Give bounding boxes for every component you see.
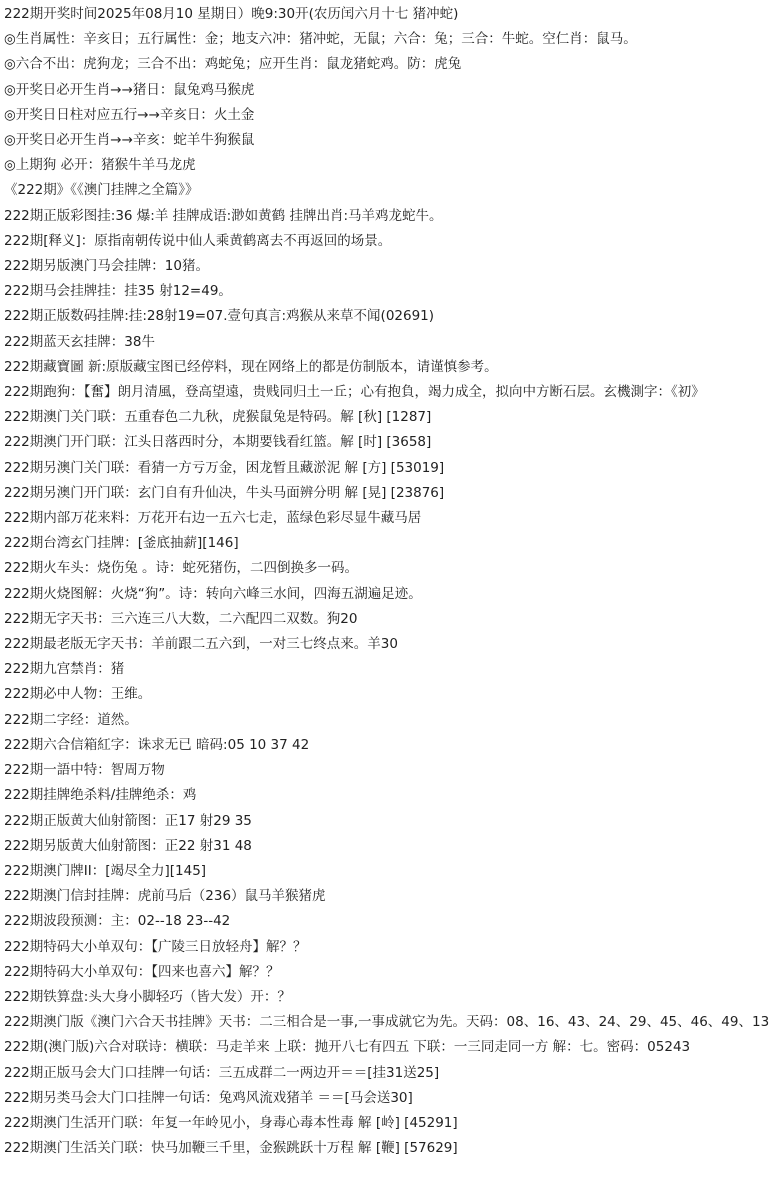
size-odd-even-line-1: 222期特码大小单双句：【广陵三日放轻舟】解？？: [4, 938, 307, 955]
oldest-wordless-book-line: 222期最老版无字天书：羊前跟二五六到，一对三七终点来。羊30: [4, 636, 398, 653]
wordless-book-line: 222期无字天书：三六连三八大数，二六配四二双数。狗20: [4, 610, 358, 627]
alt-archery-line: 222期另版黄大仙射箭图：正22 射31 48: [4, 837, 252, 854]
abacus-line: 222期铁算盘:头大身小脚轻巧（皆大发）开：？: [4, 988, 291, 1005]
official-color-chart-line: 222期正版彩图挂:36 爆:羊 挂牌成语:渺如黄鹤 挂牌出肖:马羊鸡龙蛇牛。: [4, 207, 443, 224]
draw-time-line: 222期开奖时间2025年08月10 星期日）晚9:30开(农历闰六月十七 猪冲蛇): [4, 6, 459, 22]
kill-line: 222期挂牌绝杀料/挂牌绝杀：鸡: [4, 787, 197, 804]
macau-sign-ii-line: 222期澳门牌II：[竭尽全力][145]: [4, 862, 207, 879]
envelope-line: 222期澳门信封挂牌：虎前马后（236）鼠马羊猴猪虎: [4, 888, 326, 905]
figure-line: 222期必中人物：王维。: [4, 686, 152, 703]
macau-open-door-line: 222期澳门开门联：江头日落西时分，本期要钱看红篮。解 [时] [3658]: [4, 434, 432, 451]
fire-chart-line: 222期火烧图解：火烧“狗”。诗：转向六峰三水间，四海五湖遍足迹。: [4, 585, 422, 602]
xinhai-zodiac-line: ◎开奖日必开生肖→→辛亥：蛇羊牛狗猴鼠: [4, 132, 255, 149]
zodiac-attributes-line: ◎生肖属性：辛亥日；五行属性：金；地支六冲：猪冲蛇，无鼠；六合：兔；三合：牛蛇。空仁肖：鼠马。: [4, 31, 637, 48]
explanation-line: 222期[释义]：原指南朝传说中仙人乘黄鹤离去不再返回的场景。: [4, 232, 392, 249]
treasure-map-line: 222期藏寶圖 新:原版藏宝图已经停料，现在网络上的都是仿制版本，请谨慎参考。: [4, 358, 498, 375]
taiwan-sign-line: 222期台湾玄门挂牌：[釜底抽薪][146]: [4, 535, 239, 552]
size-odd-even-line-2: 222期特码大小单双句：【四来也喜六】解？？: [4, 963, 280, 980]
horse-club-line: 222期马会挂牌挂：挂35 射12=49。: [4, 283, 232, 300]
last-period-line: ◎上期狗 必开：猪猴牛羊马龙虎: [4, 157, 196, 174]
gate-phrase-line: 222期正版马会大门口挂牌一句话：三五成群二一两边开＝＝[挂31送25]: [4, 1064, 440, 1081]
pig-day-zodiac-line: ◎开奖日必开生肖→→猪日：鼠兔鸡马猴虎: [4, 81, 255, 98]
heaven-book-line: 222期澳门版《澳门六合天书挂牌》天书：二三相合是一事,一事成就它为先。天码：08、16、43、24、29、45、46、49、13: [4, 1014, 770, 1031]
blue-sky-line: 222期蓝天玄挂牌：38牛: [4, 333, 155, 350]
flowers-line: 222期内部万花来料：万花开右边一五六七走，蓝绿色彩尽显牛藏马居: [4, 510, 422, 527]
alt-close-door-line: 222期另澳门关门联：看猜一方亏万金，困龙暂且藏淤泥 解 [方] [53019]: [4, 459, 445, 476]
two-char-line: 222期二字经：道然。: [4, 711, 138, 728]
mailbox-red-line: 222期六合信箱紅字：诛求无已 暗码:05 10 37 42: [4, 736, 310, 753]
section-title: 《222期》《《澳门挂牌之全篇》》: [4, 182, 199, 199]
alt-macau-horse-line: 222期另版澳门马会挂牌：10猪。: [4, 258, 209, 275]
digital-sign-line: 222期正版数码挂牌:挂:28射19=07.壹句真言:鸡猴从来草不闻(02691): [4, 308, 435, 325]
alt-open-door-line: 222期另澳门开门联：玄门自有升仙决，牛头马面辨分明 解 [晃] [23876]: [4, 484, 445, 501]
train-head-line: 222期火车头：烧伤兔 。诗：蛇死猪伤，二四倒换多一码。: [4, 560, 359, 577]
liuhe-not-appear-line: ◎六合不出：虎狗龙；三合不出：鸡蛇兔；应开生肖：鼠龙猪蛇鸡。防：虎兔: [4, 56, 462, 73]
nine-palace-line: 222期九宫禁肖：猪: [4, 661, 125, 678]
day-pillar-elements-line: ◎开奖日日柱对应五行→→辛亥日：火土金: [4, 106, 255, 123]
life-open-door-line: 222期澳门生活开门联：年复一年岭见小，身毒心毒本性毒 解 [岭] [45291]: [4, 1114, 458, 1131]
running-dog-line: 222期跑狗：【奮】朗月清風，登高望遠，贵贱同归土一丘；心有抱負，竭力成全，拟向中方断石层。玄機測字：《初》: [4, 384, 705, 401]
macau-close-door-line: 222期澳门关门联：五重春色二九秋，虎猴鼠兔是特码。解 [秋] [1287]: [4, 409, 432, 426]
life-close-door-line: 222期澳门生活关门联：快马加鞭三千里，金猴跳跃十万程 解 [鞭] [57629]: [4, 1140, 458, 1157]
couplet-line: 222期(澳门版)六合对联诗：横联：马走羊来 上联：抛开八七有四五 下联：一三同走同一方 解：七。密码：05243: [4, 1039, 691, 1056]
alt-gate-phrase-line: 222期另类马会大门口挂牌一句话：兔鸡风流戏猪羊 ＝＝[马会送30]: [4, 1089, 413, 1106]
one-phrase-line: 222期一語中特：智周万物: [4, 762, 165, 779]
band-forecast-line: 222期波段预测：主：02--18 23--42: [4, 913, 231, 930]
archery-line: 222期正版黄大仙射箭图：正17 射29 35: [4, 812, 252, 829]
